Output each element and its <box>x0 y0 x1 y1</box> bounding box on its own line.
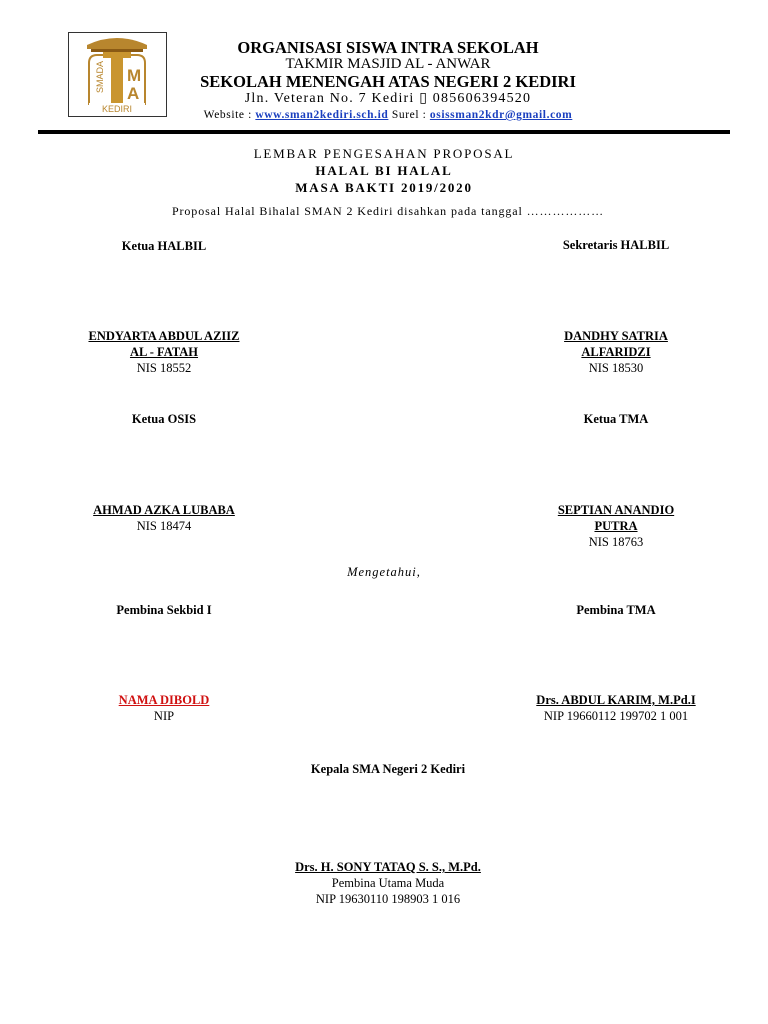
name-line-2: PUTRA <box>594 519 638 533</box>
signature-ketua-osis <box>64 502 264 534</box>
logo-letter-a: A <box>127 84 140 103</box>
role-ketua-halbil: Ketua HALBIL <box>121 239 207 253</box>
intro-text: Proposal Halal Bihalal SMAN 2 Kediri disahkan pada tanggal ……………… <box>171 204 605 218</box>
nip: NIP 19660112 199702 1 001 <box>543 709 689 723</box>
name-line-1: DANDHY SATRIA <box>564 329 668 343</box>
contact-line <box>172 109 604 121</box>
role-ketua-tma: Ketua TMA <box>583 412 649 426</box>
name-line-2: AL - FATAH <box>129 345 199 359</box>
signature-ketua-tma <box>518 502 714 550</box>
org-subtitle: TAKMIR MASJID AL - ANWAR <box>285 56 491 72</box>
signature-pembina-tma <box>518 692 714 724</box>
role-pembina-tma: Pembina TMA <box>576 603 656 617</box>
rank: Pembina Utama Muda <box>331 876 445 890</box>
signature-ketua-halbil <box>64 328 264 376</box>
name-line-1: SEPTIAN ANANDIO <box>557 503 675 517</box>
email-link[interactable]: osissman2kdr@gmail.com <box>429 109 573 121</box>
school-address: Jln. Veteran No. 7 Kediri ▯ 085606394520 <box>244 91 532 106</box>
name-line-1: NAMA DIBOLD <box>118 693 210 707</box>
website-link[interactable]: www.sman2kediri.sch.id <box>255 109 389 121</box>
header-divider <box>38 130 730 134</box>
org-name: ORGANISASI SISWA INTRA SEKOLAH <box>237 38 539 57</box>
logo-letter-m: M <box>127 66 142 85</box>
nip: NIP 19630110 198903 1 016 <box>315 892 461 906</box>
doc-title-line-3: MASA BAKTI 2019/2020 <box>295 180 473 195</box>
school-logo <box>68 32 167 117</box>
school-name: SEKOLAH MENENGAH ATAS NEGERI 2 KEDIRI <box>200 72 576 91</box>
logo-text-smada: SMADA <box>95 60 105 93</box>
name-line-2: ALFARIDZI <box>581 345 651 359</box>
nis: NIS 18474 <box>136 519 192 533</box>
nis: NIS 18552 <box>136 361 192 375</box>
role-kepala-sekolah: Kepala SMA Negeri 2 Kediri <box>310 762 466 776</box>
logo-text-kediri: KEDIRI <box>101 104 133 114</box>
doc-title-line-2: HALAL BI HALAL <box>315 163 453 178</box>
mengetahui-label: Mengetahui, <box>347 565 421 579</box>
signature-pembina-sekbid <box>64 692 264 724</box>
tma-logo-icon <box>69 33 166 116</box>
nip: NIP <box>153 709 175 723</box>
nis: NIS 18530 <box>588 361 644 375</box>
role-ketua-osis: Ketua OSIS <box>131 412 197 426</box>
name-line-1: Drs. H. SONY TATAQ S. S., M.Pd. <box>295 860 481 874</box>
nis: NIS 18763 <box>588 535 644 549</box>
name-line-1: Drs. ABDUL KARIM, M.Pd.I <box>536 693 696 707</box>
name-line-1: AHMAD AZKA LUBABA <box>93 503 235 517</box>
role-sekretaris-halbil: Sekretaris HALBIL <box>562 238 670 252</box>
role-pembina-sekbid: Pembina Sekbid I <box>116 603 212 617</box>
signature-kepala-sekolah <box>0 859 768 907</box>
signature-sekretaris-halbil <box>518 328 714 376</box>
name-line-1: ENDYARTA ABDUL AZIIZ <box>88 329 240 343</box>
email-label: Surel : <box>388 109 430 121</box>
website-label: Website : <box>203 109 256 121</box>
doc-title-line-1: LEMBAR PENGESAHAN PROPOSAL <box>253 146 515 161</box>
